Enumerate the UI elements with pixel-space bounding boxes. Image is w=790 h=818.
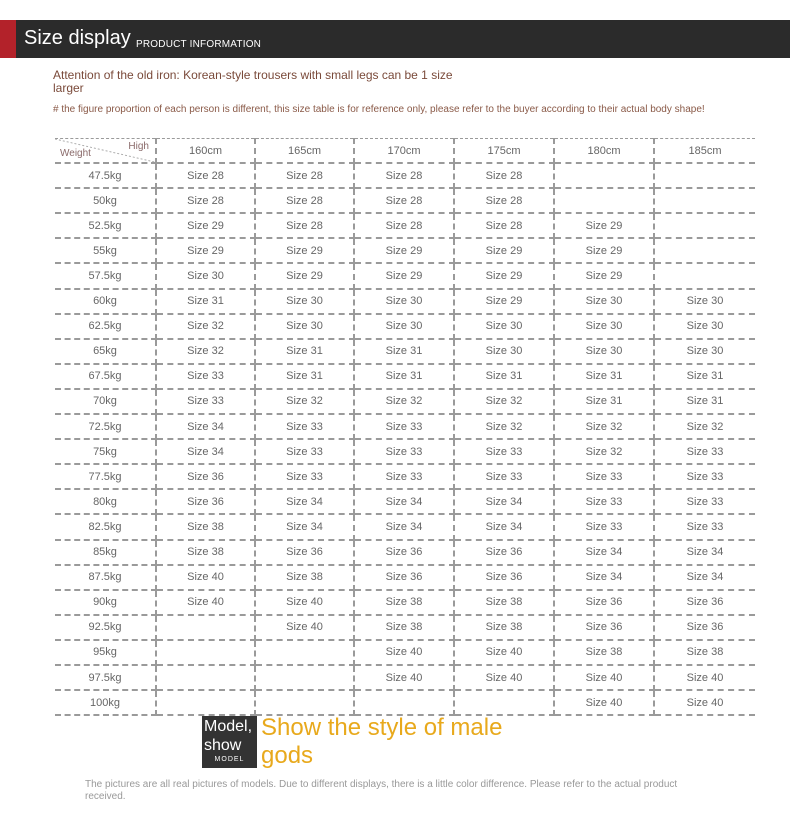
size-cell: Size 29: [554, 238, 654, 263]
size-cell: Size 30: [654, 289, 755, 314]
size-cell: Size 28: [156, 188, 255, 213]
size-cell: Size 30: [654, 339, 755, 364]
header-accent: [0, 20, 16, 58]
size-cell: Size 33: [156, 364, 255, 389]
size-cell: Size 30: [554, 289, 654, 314]
size-cell: Size 40: [554, 665, 654, 690]
size-cell: Size 32: [554, 414, 654, 439]
size-cell: Size 34: [156, 414, 255, 439]
size-cell: Size 33: [354, 439, 454, 464]
size-cell: Size 31: [354, 364, 454, 389]
size-cell: Size 30: [654, 314, 755, 339]
size-cell: [255, 690, 354, 715]
size-cell: Size 34: [654, 565, 755, 590]
table-row: [55, 213, 755, 238]
size-cell: Size 28: [354, 188, 454, 213]
weight-cell: 62.5kg: [55, 314, 156, 339]
height-header: 160cm: [156, 139, 255, 164]
size-cell: Size 40: [354, 640, 454, 665]
size-cell: Size 40: [156, 590, 255, 615]
size-cell: Size 33: [255, 414, 354, 439]
weight-cell: 52.5kg: [55, 213, 156, 238]
size-cell: Size 29: [554, 213, 654, 238]
weight-cell: 87.5kg: [55, 565, 156, 590]
corner-weight-label: Weight: [60, 148, 91, 160]
size-cell: Size 28: [255, 163, 354, 188]
table-row: [55, 439, 755, 464]
size-cell: Size 38: [454, 590, 554, 615]
weight-cell: 47.5kg: [55, 163, 156, 188]
size-cell: Size 31: [554, 389, 654, 414]
size-cell: Size 28: [454, 213, 554, 238]
size-cell: Size 29: [554, 263, 654, 288]
size-cell: Size 38: [156, 540, 255, 565]
size-cell: Size 31: [454, 364, 554, 389]
size-cell: Size 28: [354, 163, 454, 188]
size-cell: [654, 188, 755, 213]
size-cell: [654, 238, 755, 263]
size-cell: Size 31: [654, 389, 755, 414]
header-subtitle: PRODUCT INFORMATION: [136, 39, 262, 50]
size-cell: Size 32: [554, 439, 654, 464]
model-show-badge: [202, 716, 257, 768]
size-cell: [454, 690, 554, 715]
height-header: 185cm: [654, 139, 755, 164]
table-row: [55, 163, 755, 188]
size-cell: Size 32: [255, 389, 354, 414]
size-cell: Size 28: [156, 163, 255, 188]
size-cell: Size 36: [156, 489, 255, 514]
weight-cell: 65kg: [55, 339, 156, 364]
size-cell: Size 36: [654, 615, 755, 640]
weight-cell: 82.5kg: [55, 514, 156, 539]
size-cell: Size 34: [554, 565, 654, 590]
size-cell: Size 38: [255, 565, 354, 590]
size-cell: Size 36: [554, 615, 654, 640]
size-cell: Size 29: [354, 238, 454, 263]
model-badge-line2: show: [204, 737, 242, 754]
table-row: [55, 514, 755, 539]
weight-cell: 50kg: [55, 188, 156, 213]
weight-cell: 95kg: [55, 640, 156, 665]
weight-cell: 75kg: [55, 439, 156, 464]
size-cell: Size 34: [354, 489, 454, 514]
size-cell: Size 36: [454, 540, 554, 565]
weight-cell: 70kg: [55, 389, 156, 414]
size-cell: [156, 640, 255, 665]
table-row: [55, 590, 755, 615]
size-cell: Size 33: [255, 464, 354, 489]
weight-cell: 55kg: [55, 238, 156, 263]
footer-disclaimer: The pictures are all real pictures of models. Due to different displays, there is a little color difference. Please refer to the actual product received.: [85, 779, 678, 802]
size-cell: Size 29: [156, 238, 255, 263]
size-cell: Size 30: [454, 339, 554, 364]
size-cell: Size 38: [554, 640, 654, 665]
table-header-row: [55, 139, 755, 164]
size-cell: Size 33: [354, 414, 454, 439]
size-cell: Size 33: [654, 514, 755, 539]
size-cell: Size 33: [654, 439, 755, 464]
size-cell: Size 30: [156, 263, 255, 288]
size-cell: Size 40: [156, 565, 255, 590]
size-cell: Size 29: [454, 263, 554, 288]
size-cell: Size 32: [156, 339, 255, 364]
size-cell: Size 36: [255, 540, 354, 565]
size-cell: Size 40: [255, 590, 354, 615]
size-cell: Size 33: [454, 464, 554, 489]
size-cell: Size 28: [454, 188, 554, 213]
size-cell: [554, 163, 654, 188]
size-cell: Size 34: [454, 514, 554, 539]
size-cell: [654, 263, 755, 288]
size-cell: Size 38: [454, 615, 554, 640]
model-section-title: Show the style of male gods: [261, 714, 503, 769]
size-cell: Size 34: [354, 514, 454, 539]
attention-text: Attention of the old iron: Korean-style trousers with small legs can be 1 size larger: [53, 68, 453, 95]
size-cell: Size 31: [654, 364, 755, 389]
size-cell: Size 33: [654, 489, 755, 514]
size-cell: Size 40: [354, 665, 454, 690]
height-header: 175cm: [454, 139, 554, 164]
table-row: [55, 414, 755, 439]
table-row: [55, 289, 755, 314]
size-cell: [255, 665, 354, 690]
size-cell: Size 33: [554, 464, 654, 489]
size-cell: Size 32: [654, 414, 755, 439]
header-title: Size display: [24, 27, 131, 49]
table-row: [55, 565, 755, 590]
size-cell: [554, 188, 654, 213]
size-cell: [255, 640, 354, 665]
table-row: [55, 464, 755, 489]
size-cell: Size 33: [554, 489, 654, 514]
size-cell: Size 33: [554, 514, 654, 539]
size-cell: Size 32: [454, 414, 554, 439]
table-row: [55, 615, 755, 640]
table-row: [55, 188, 755, 213]
table-row: [55, 665, 755, 690]
size-cell: Size 30: [255, 289, 354, 314]
table-row: [55, 364, 755, 389]
weight-cell: 100kg: [55, 690, 156, 715]
table-row: [55, 314, 755, 339]
size-cell: Size 34: [255, 489, 354, 514]
weight-cell: 57.5kg: [55, 263, 156, 288]
size-cell: Size 31: [255, 339, 354, 364]
height-header: 170cm: [354, 139, 454, 164]
size-cell: Size 40: [454, 640, 554, 665]
size-cell: Size 32: [354, 389, 454, 414]
weight-cell: 60kg: [55, 289, 156, 314]
table-row: [55, 339, 755, 364]
size-cell: Size 40: [255, 615, 354, 640]
size-cell: Size 30: [255, 314, 354, 339]
size-cell: [654, 163, 755, 188]
size-cell: Size 29: [354, 263, 454, 288]
size-cell: [156, 690, 255, 715]
size-cell: Size 33: [255, 439, 354, 464]
size-cell: Size 36: [654, 590, 755, 615]
size-cell: Size 38: [156, 514, 255, 539]
size-cell: Size 32: [156, 314, 255, 339]
weight-cell: 77.5kg: [55, 464, 156, 489]
size-table: [55, 138, 755, 716]
size-cell: Size 38: [354, 590, 454, 615]
weight-cell: 90kg: [55, 590, 156, 615]
size-cell: Size 33: [454, 439, 554, 464]
size-cell: Size 40: [454, 665, 554, 690]
size-cell: [354, 690, 454, 715]
size-cell: [654, 213, 755, 238]
size-cell: Size 29: [255, 238, 354, 263]
table-corner-cell: [55, 139, 156, 164]
size-cell: Size 34: [554, 540, 654, 565]
size-cell: Size 38: [654, 640, 755, 665]
size-cell: Size 31: [554, 364, 654, 389]
size-cell: [156, 665, 255, 690]
size-cell: Size 29: [454, 289, 554, 314]
size-cell: Size 29: [255, 263, 354, 288]
size-cell: Size 28: [255, 213, 354, 238]
table-row: [55, 540, 755, 565]
table-row: [55, 389, 755, 414]
table-row: [55, 238, 755, 263]
size-table-body: [55, 139, 755, 716]
table-row: [55, 690, 755, 715]
size-cell: Size 36: [454, 565, 554, 590]
size-cell: Size 30: [354, 289, 454, 314]
weight-cell: 85kg: [55, 540, 156, 565]
weight-cell: 72.5kg: [55, 414, 156, 439]
size-cell: Size 34: [156, 439, 255, 464]
corner-high-label: High: [128, 141, 149, 152]
model-badge-line3: MODEL: [214, 756, 245, 763]
size-cell: [156, 615, 255, 640]
weight-cell: 80kg: [55, 489, 156, 514]
size-cell: Size 38: [354, 615, 454, 640]
size-cell: Size 30: [554, 314, 654, 339]
size-cell: Size 34: [255, 514, 354, 539]
size-cell: Size 31: [255, 364, 354, 389]
size-cell: Size 36: [354, 565, 454, 590]
size-cell: Size 32: [454, 389, 554, 414]
table-row: [55, 263, 755, 288]
size-cell: Size 33: [354, 464, 454, 489]
size-cell: Size 33: [156, 389, 255, 414]
size-cell: Size 31: [354, 339, 454, 364]
size-cell: Size 36: [554, 590, 654, 615]
size-cell: Size 30: [554, 339, 654, 364]
height-header: 180cm: [554, 139, 654, 164]
size-cell: Size 30: [454, 314, 554, 339]
size-cell: Size 36: [354, 540, 454, 565]
model-badge-line1: Model,: [204, 718, 253, 735]
size-cell: Size 33: [654, 464, 755, 489]
size-cell: Size 30: [354, 314, 454, 339]
weight-cell: 67.5kg: [55, 364, 156, 389]
reference-note: # the figure proportion of each person is different, this size table is for reference only, please refer to the buyer according to their actual body shape!: [53, 104, 705, 115]
size-cell: Size 28: [454, 163, 554, 188]
size-cell: Size 28: [255, 188, 354, 213]
size-cell: Size 29: [454, 238, 554, 263]
size-cell: Size 31: [156, 289, 255, 314]
size-cell: Size 34: [454, 489, 554, 514]
size-cell: Size 29: [156, 213, 255, 238]
size-cell: Size 36: [156, 464, 255, 489]
size-cell: Size 40: [654, 690, 755, 715]
header-bar: [0, 20, 790, 58]
table-row: [55, 489, 755, 514]
table-row: [55, 640, 755, 665]
size-cell: Size 34: [654, 540, 755, 565]
size-cell: Size 40: [654, 665, 755, 690]
weight-cell: 97.5kg: [55, 665, 156, 690]
size-cell: Size 40: [554, 690, 654, 715]
height-header: 165cm: [255, 139, 354, 164]
size-cell: Size 28: [354, 213, 454, 238]
weight-cell: 92.5kg: [55, 615, 156, 640]
